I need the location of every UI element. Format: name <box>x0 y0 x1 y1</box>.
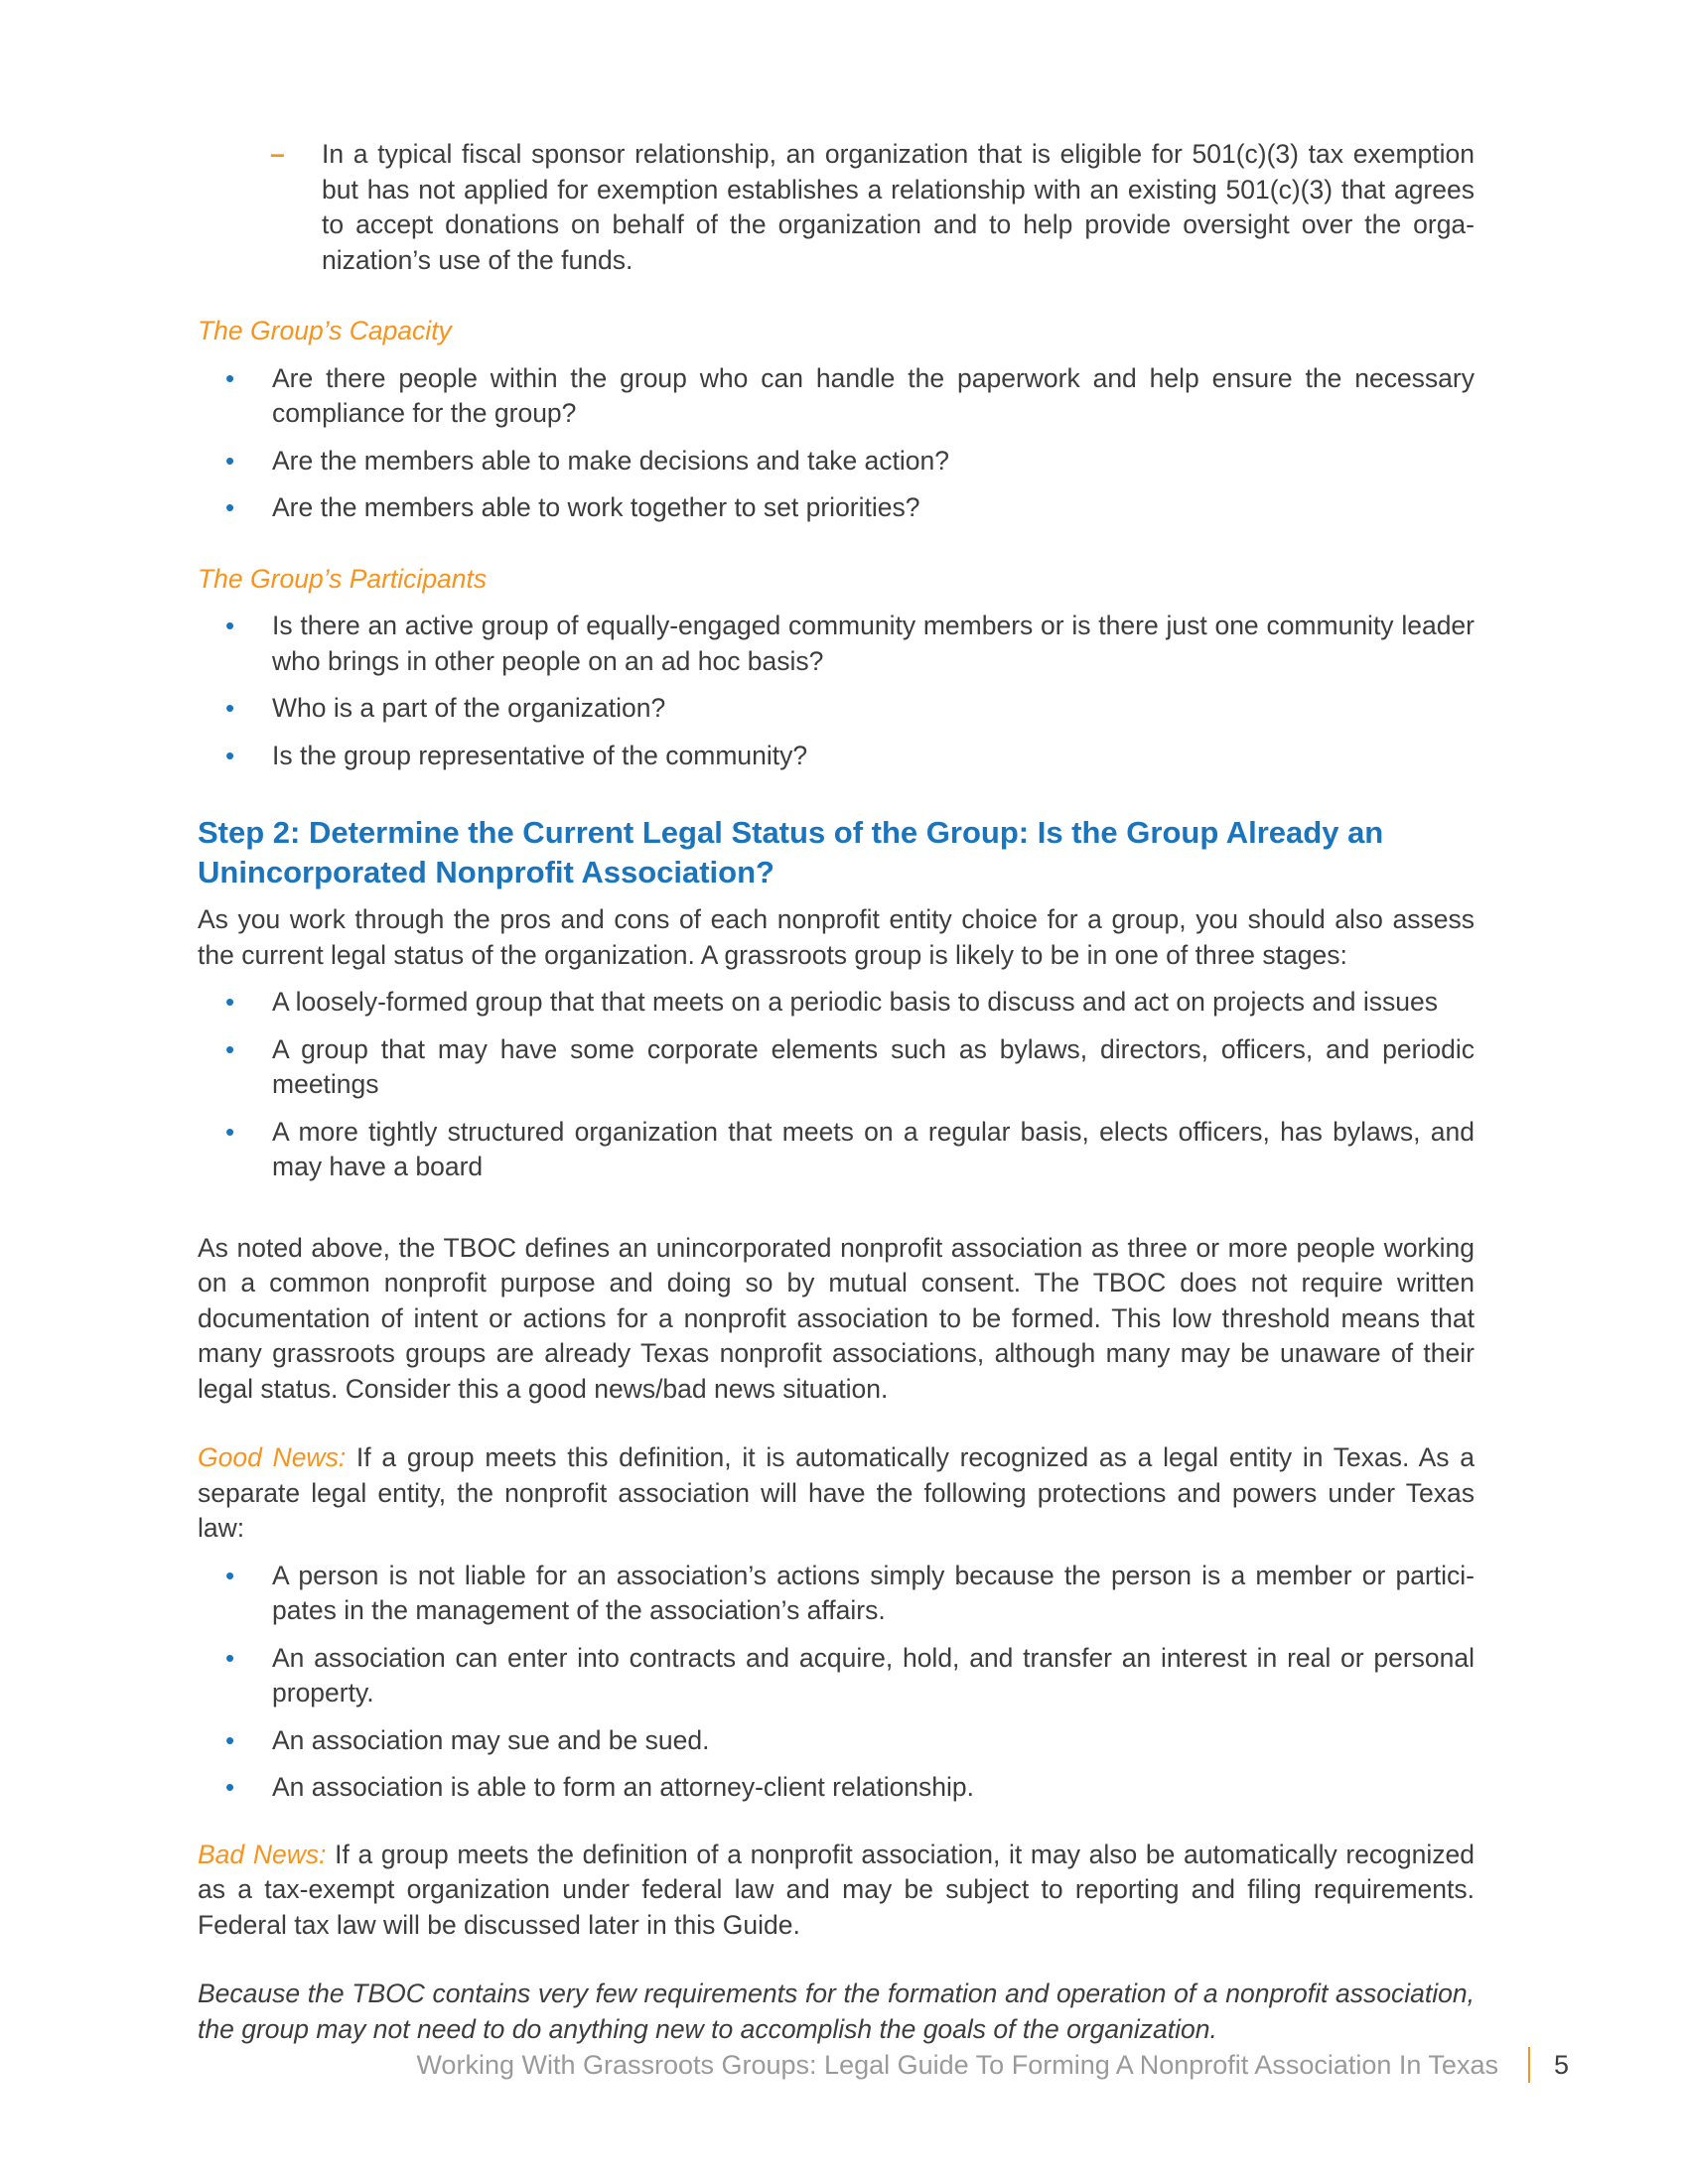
list-item: • A group that may have some corporate elements such as bylaws, directors, officers, and periodic meetings <box>225 1033 1475 1099</box>
bullet-icon: • <box>225 1724 235 1755</box>
list-item: • An association is able to form an attorney-client relationship. <box>198 1770 1475 1806</box>
list-item: • Are the members able to work together to set priorities? <box>198 490 1475 526</box>
bullet-icon: • <box>225 1033 235 1064</box>
list-item: • Is the group representative of the community? <box>198 739 1475 774</box>
list-item: • Who is a part of the organization? <box>198 691 1475 727</box>
good-news-label: Good News: <box>198 1442 347 1472</box>
bullet-icon: • <box>225 1116 235 1147</box>
bullet-icon: • <box>225 987 235 1017</box>
page-body <box>198 137 1475 2047</box>
bullet-icon: • <box>225 693 235 723</box>
list-item: • Is there an active group of equally-engaged community members or is there just one community leader who brings in other people on an ad hoc basis? <box>225 611 1475 676</box>
step2-intro: As you work through the pros and cons of each nonprofit entity choice for a group, you should also assess the current legal status of the organization. A grassroots group is likely to be in one of three stages: <box>198 904 1475 970</box>
fiscal-sponsor-text: In a typical fiscal sponsor relationship, an organization that is eligible for 501(c)(3) tax exemption but has not applied for exemption establishes a relationship with an existing 501(c)(3) that agrees to accept donations on behalf of the organization and to help provide oversight over the orga-nization’s use of the funds. <box>322 139 1475 275</box>
bad-news-label: Bad News: <box>198 1839 327 1869</box>
participants-list <box>198 609 1475 773</box>
bad-news-paragraph <box>198 1838 1475 1944</box>
closing-statement: Because the TBOC contains very few requirements for the formation and operation of a nonprofit association, the group may not need to do anything new to accomplish the goals of the organization. <box>198 1979 1475 2044</box>
list-item: • Are there people within the group who can handle the paperwork and help ensure the necessary compliance for the group? <box>225 362 1475 428</box>
capacity-list <box>198 361 1475 526</box>
page-footer <box>416 2045 1569 2085</box>
step2-title: Step 2: Determine the Current Legal Status of the Group: Is the Group Already an Unincorporated Nonprofit Association? <box>198 815 1384 889</box>
bullet-icon: • <box>225 492 235 522</box>
bullet-icon: • <box>225 611 235 640</box>
bullet-icon: • <box>225 445 235 476</box>
footer-title: Working With Grassroots Groups: Legal Guide To Forming A Nonprofit Association In Texas <box>416 2049 1498 2080</box>
tboc-paragraph: As noted above, the TBOC defines an unincorporated nonprofit association as three or more people working on a common nonprofit purpose and doing so by mutual consent. The TBOC does not require written documentation of intent or actions for a nonprofit association to be formed. This low threshold means that many grassroots groups are already Texas nonprofit associations, although many may be unaware of their legal status. Consider this a good news/bad news situation. <box>198 1232 1475 1404</box>
list-item: • A more tightly structured organization that meets on a regular basis, elects officers, has bylaws, and may have a board <box>225 1116 1475 1181</box>
capacity-heading: The Group’s Capacity <box>198 316 452 345</box>
bullet-icon: • <box>225 362 235 393</box>
good-news-text: If a group meets this definition, it is automatically recognized as a legal entity in Texas. As a separate legal entity, the nonprofit association will have the following protections and powers under Texas law: <box>198 1442 1475 1543</box>
dash-marker: – <box>270 139 285 169</box>
footer-divider <box>1528 2047 1530 2083</box>
bad-news-text: If a group meets the definition of a nonprofit association, it may also be automatically recognized as a tax-exempt organization under federal law and may be subject to reporting and filing requirements. Federal tax law will be discussed later in this Guide. <box>198 1839 1476 1940</box>
bullet-icon: • <box>225 1560 235 1590</box>
list-item: • An association may sue and be sued. <box>198 1723 1475 1759</box>
list-item: • An association can enter into contracts and acquire, hold, and transfer an interest in real or personal property. <box>225 1642 1475 1707</box>
bullet-icon: • <box>225 740 235 770</box>
bullet-icon: • <box>225 1642 235 1673</box>
stages-list <box>198 985 1475 1185</box>
good-news-paragraph <box>198 1440 1475 1547</box>
good-news-list <box>198 1559 1475 1806</box>
fiscal-sponsor-note <box>198 137 1475 278</box>
participants-heading: The Group’s Participants <box>198 563 488 594</box>
list-item: • A loosely-formed group that that meets on a periodic basis to discuss and act on projects and issues <box>198 985 1475 1021</box>
bullet-icon: • <box>225 1772 235 1802</box>
list-item: • A person is not liable for an association’s actions simply because the person is a member or partici-pates in the management of the association’s affairs. <box>225 1560 1475 1625</box>
page-number: 5 <box>1553 2049 1569 2080</box>
list-item: • Are the members able to make decisions and take action? <box>198 444 1475 479</box>
